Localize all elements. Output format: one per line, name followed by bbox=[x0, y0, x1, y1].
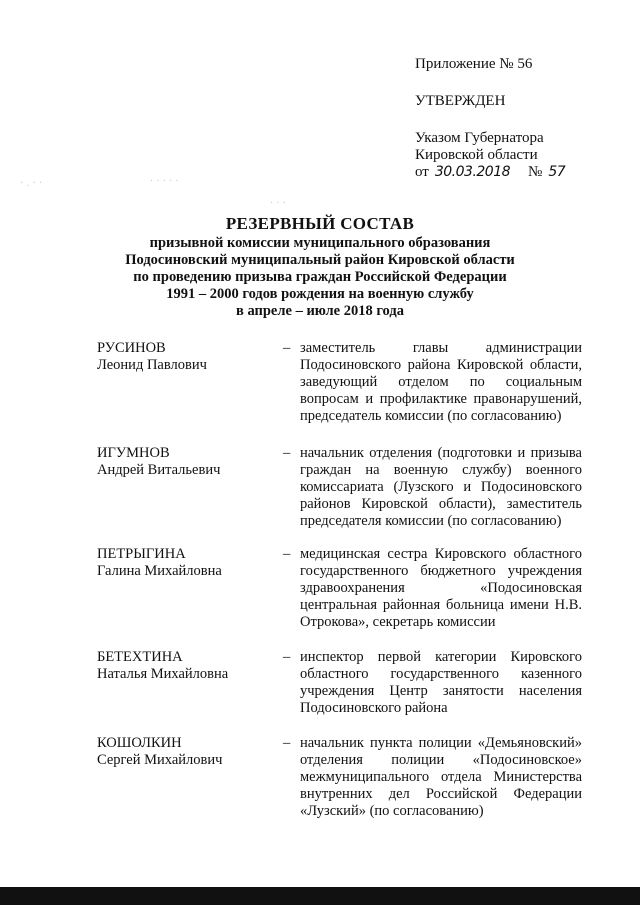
heading-line-1: призывной комиссии муниципального образования bbox=[149, 235, 491, 251]
member-surname: ПЕТРЫГИНА bbox=[97, 546, 186, 562]
document-heading bbox=[0, 213, 640, 320]
approval-block bbox=[415, 56, 565, 181]
member-role: заместитель главы администрации Подосиновского района Кировской области, заведующий отделом по социальным вопросам и профилактике правонарушений, председатель комиссии (по согласованию) bbox=[300, 340, 582, 424]
member-role: начальник отделения (подготовки и призыва граждан на военную службу) военного комиссариата (Лузского и Подосиновского районов Кировской области), заместитель председателя комиссии (по согласованию) bbox=[300, 445, 582, 529]
member-given-names: Наталья Михайловна bbox=[97, 666, 229, 682]
document-title: РЕЗЕРВНЫЙ СОСТАВ bbox=[225, 214, 415, 233]
member-dash: – bbox=[283, 445, 291, 461]
decree-date-line bbox=[415, 164, 565, 181]
member-surname: КОШОЛКИН bbox=[97, 735, 182, 751]
member-given-names: Андрей Витальевич bbox=[97, 462, 221, 478]
member-name bbox=[97, 546, 277, 580]
member-surname: ИГУМНОВ bbox=[97, 445, 170, 461]
member-dash: – bbox=[283, 649, 291, 665]
heading-line-2: Подосиновский муниципальный район Кировской области bbox=[125, 252, 515, 268]
number-label: № bbox=[528, 164, 543, 180]
member-name bbox=[97, 735, 277, 769]
heading-line-5: в апреле – июле 2018 года bbox=[236, 303, 404, 319]
scan-noise: · . · · bbox=[20, 178, 43, 189]
scan-bottom-edge bbox=[0, 887, 640, 905]
member-role: начальник пункта полиции «Демьяновский» отделения полиции «Подосиновское» межмуниципального отдела Министерства внутренних дел Российской Федерации «Лузский» (по согласованию) bbox=[300, 735, 582, 819]
member-name bbox=[97, 649, 277, 683]
member-role: инспектор первой категории Кировского областного государственного казенного учреждения Центр занятости населения Подосиновского района bbox=[300, 649, 582, 716]
handwritten-number: 57 bbox=[548, 164, 566, 180]
from-label: от bbox=[415, 164, 429, 180]
member-given-names: Сергей Михайлович bbox=[97, 752, 223, 768]
scan-noise: · · · · · bbox=[150, 176, 179, 187]
decree-line-2: Кировской области bbox=[415, 147, 538, 163]
member-given-names: Леонид Павлович bbox=[97, 357, 207, 373]
approved-stamp-text: УТВЕРЖДЕН bbox=[415, 93, 506, 109]
handwritten-date: 30.03.2018 bbox=[434, 164, 511, 180]
member-name bbox=[97, 445, 277, 479]
member-dash: – bbox=[283, 340, 291, 356]
member-surname: РУСИНОВ bbox=[97, 340, 166, 356]
scan-noise: · · · bbox=[270, 198, 286, 209]
member-dash: – bbox=[283, 735, 291, 751]
member-role: медицинская сестра Кировского областного государственного бюджетного учреждения здравоохранения «Подосиновская центральная районная больница имени Н.В. Отрокова», секретарь комиссии bbox=[300, 546, 582, 630]
member-surname: БЕТЕХТИНА bbox=[97, 649, 183, 665]
member-name bbox=[97, 340, 277, 374]
decree-line-1: Указом Губернатора bbox=[415, 130, 544, 146]
member-dash: – bbox=[283, 546, 291, 562]
heading-line-4: 1991 – 2000 годов рождения на военную службу bbox=[166, 286, 474, 302]
member-given-names: Галина Михайловна bbox=[97, 563, 222, 579]
appendix-number: Приложение № 56 bbox=[415, 56, 533, 72]
heading-line-3: по проведению призыва граждан Российской Федерации bbox=[133, 269, 507, 285]
